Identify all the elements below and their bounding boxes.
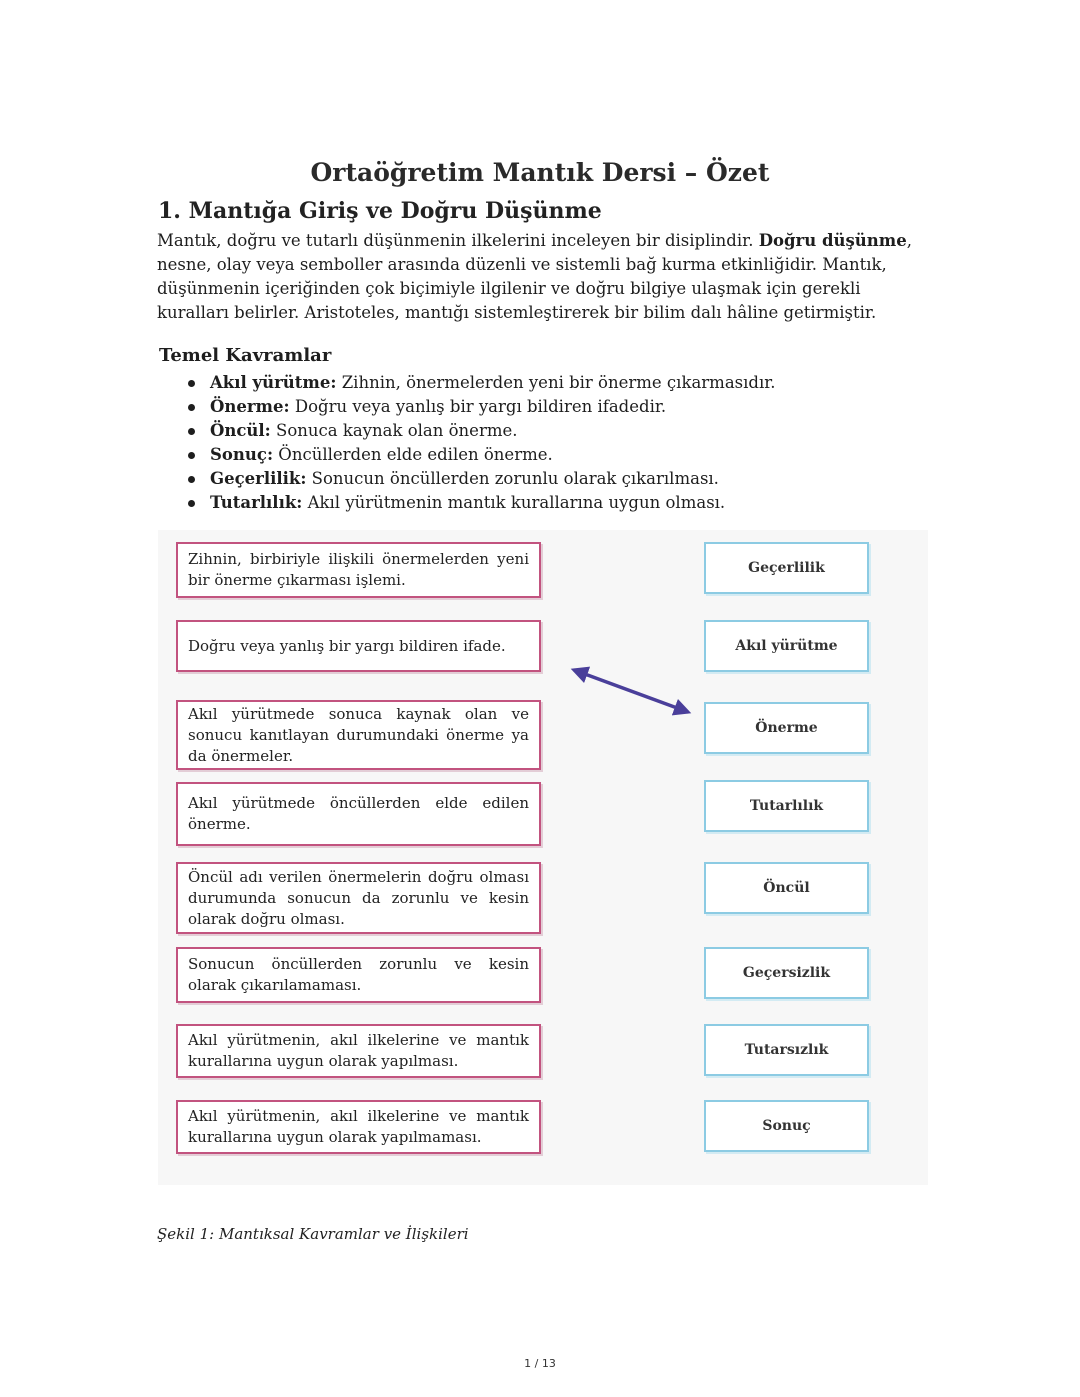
concept-term: Öncül: [210,421,271,440]
concept-text: Doğru veya yanlış bir yargı bildiren ifadedir. [289,397,667,416]
list-item [188,491,776,515]
concept-text: Akıl yürütmenin mantık kurallarına uygun olması. [302,493,726,512]
concept-term: Akıl yürütme: [210,373,337,392]
list-item [188,467,776,491]
definition-box: Sonucun öncüllerden zorunlu ve kesin olarak çıkarılamaması. [176,947,541,1003]
concept-text: Sonucun öncüllerden zorunlu olarak çıkarılması. [306,469,719,488]
definition-box: Akıl yürütmenin, akıl ilkelerine ve mantık kurallarına uygun olarak yapılmaması. [176,1100,541,1154]
figure-caption: Şekil 1: Mantıksal Kavramlar ve İlişkileri [157,1225,469,1243]
concept-text: Öncüllerden elde edilen önerme. [273,445,553,464]
document-title: Ortaöğretim Mantık Dersi – Özet [310,158,770,187]
concepts-list [188,371,776,515]
concept-term: Tutarlılık: [210,493,303,512]
definition-box: Doğru veya yanlış bir yargı bildiren ifade. [176,620,541,672]
intro-text-1: Mantık, doğru ve tutarlı düşünmenin ilkelerini inceleyen bir disiplindir. [157,231,759,250]
term-box: Öncül [704,862,869,914]
list-item [188,395,776,419]
matching-figure [158,530,928,1185]
intro-text-2: , nesne, olay veya semboller arasında düzenli ve sistemli bağ kurma etkinliğidir. Mantık, düşünmenin içeriğinden çok biçimiyle ilgilenir ve doğru bilgiye ulaşmak için gerekli kuralları belirler. Aristoteles, mantığı sistemleştirerek bir bilim dalı hâline getirmiştir. [157,231,913,322]
concept-text: Sonuca kaynak olan önerme. [270,421,518,440]
concept-term: Geçerlilik: [210,469,307,488]
definition-box: Akıl yürütmenin, akıl ilkelerine ve mantık kurallarına uygun olarak yapılması. [176,1024,541,1078]
list-item [188,371,776,395]
intro-paragraph [157,229,927,325]
concept-term: Sonuç: [210,445,274,464]
concept-term: Önerme: [210,397,290,416]
section-heading: 1. Mantığa Giriş ve Doğru Düşünme [158,198,602,224]
page-number: 1 / 13 [524,1357,556,1370]
list-item [188,419,776,443]
term-box: Geçersizlik [704,947,869,999]
concepts-heading: Temel Kavramlar [159,345,332,366]
definition-box: Zihnin, birbiriyle ilişkili önermelerden yeni bir önerme çıkarması işlemi. [176,542,541,598]
intro-bold-term: Doğru düşünme [758,231,907,250]
term-box: Tutarsızlık [704,1024,869,1076]
term-box: Sonuç [704,1100,869,1152]
term-box: Geçerlilik [704,542,869,594]
term-box: Akıl yürütme [704,620,869,672]
definition-box: Akıl yürütmede sonuca kaynak olan ve sonucu kanıtlayan durumundaki önerme ya da önermeler. [176,700,541,770]
list-item [188,443,776,467]
double-arrow-icon [158,530,928,1185]
definition-box: Akıl yürütmede öncüllerden elde edilen önerme. [176,782,541,846]
concept-text: Zihnin, önermelerden yeni bir önerme çıkarmasıdır. [336,373,776,392]
term-box: Tutarlılık [704,780,869,832]
term-box: Önerme [704,702,869,754]
definition-box: Öncül adı verilen önermelerin doğru olması durumunda sonucun da zorunlu ve kesin olarak doğru olması. [176,862,541,934]
